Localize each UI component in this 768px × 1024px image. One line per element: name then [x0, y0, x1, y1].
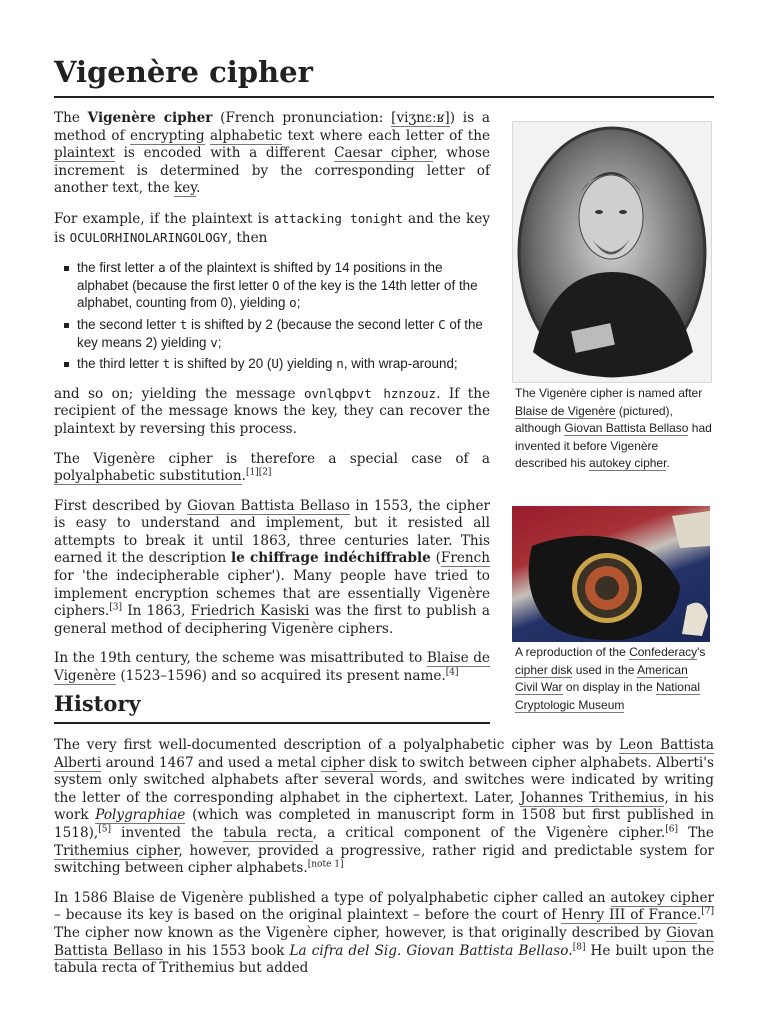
- portrait-image[interactable]: [512, 121, 712, 383]
- caption-link-confederacy[interactable]: Confederacy: [629, 645, 698, 659]
- list-item: the third letter t is shifted by 20 (U) yielding n, with wrap-around;: [77, 355, 490, 373]
- citation-6[interactable]: [6]: [665, 824, 678, 835]
- plaintext-example: attacking tonight: [274, 210, 403, 226]
- ciphertext-example: ovnlqbpvt hznzouz: [303, 385, 437, 401]
- citation-8[interactable]: [8]: [572, 942, 586, 952]
- citation-2[interactable]: [2]: [258, 467, 272, 478]
- citation-7[interactable]: [7]: [701, 906, 714, 917]
- link-trithemius-cipher[interactable]: Trithemius cipher: [54, 842, 179, 859]
- intro-paragraph-6: In the 19th century, the scheme was misattributed to Blaise de Vigenère (1523–1596) and so acquired its present name.[4]: [54, 650, 490, 685]
- citation-5[interactable]: [5]: [98, 824, 111, 835]
- page-title: Vigenère cipher: [54, 54, 714, 98]
- caption-link-bellaso[interactable]: Giovan Battista Bellaso: [564, 421, 689, 435]
- portrait-figure: [512, 121, 712, 473]
- example-list: [54, 259, 490, 373]
- intro-paragraph-3: and so on; yielding the message ovnlqbpvt hznzouz. If the recipient of the message knows the key, they can recover the plaintext by reversing this process.: [54, 385, 490, 437]
- cipher-disk-image[interactable]: [512, 506, 710, 642]
- intro-paragraph-1: The Vigenère cipher (French pronunciation: [viʒnɛːʁ]) is a method of encrypting alphabetic text where each letter of the plaintext is encoded with a different Caesar cipher, whose increment is determined by the corresponding letter of another text, the key.: [54, 110, 490, 197]
- link-caesar-cipher[interactable]: Caesar cipher: [334, 145, 434, 162]
- link-blaise-de-vigenere[interactable]: Blaise de Vigenère: [54, 650, 490, 685]
- key-example: OCULORHINOLARINGOLOGY: [69, 229, 228, 245]
- caption-link-museum[interactable]: National Cryptologic Museum: [515, 680, 700, 712]
- link-henry-iii[interactable]: Henry III of France: [561, 907, 697, 924]
- history-paragraph-1: The very first well-documented description of a polyalphabetic cipher was by Leon Battista Alberti around 1467 and used a metal cipher disk to switch between cipher alphabets. Alberti's system only switched alphabets after several words, and switches were indicated by writing the letter of the corresponding alphabet in the ciphertext. Later, Johannes Trithemius, in his work Polygraphiae (which was completed in manuscript form in 1508 but first published in 1518),[5] invented the tabula recta, a critical component of the Vigenère cipher.[6] The Trithemius cipher, however, provided a progressive, rather rigid and predictable system for switching between cipher alphabets.[note 1]: [54, 737, 714, 877]
- intro-paragraph-2: For example, if the plaintext is attacking tonight and the key is OCULORHINOLARINGOLOGY, then: [54, 210, 491, 246]
- link-alphabetic[interactable]: alphabetic: [210, 127, 283, 144]
- link-bellaso[interactable]: Giovan Battista Bellaso: [187, 497, 350, 514]
- link-polygraphiae[interactable]: Polygraphiae: [95, 807, 186, 824]
- link-tabula-recta[interactable]: tabula recta: [223, 824, 313, 841]
- citation-3[interactable]: [3]: [109, 602, 123, 613]
- link-bellaso-2[interactable]: Giovan Battista Bellaso: [54, 924, 714, 959]
- intro-section: [54, 110, 490, 698]
- list-item: the second letter t is shifted by 2 (because the second letter C of the key means 2) yielding v;: [77, 316, 490, 351]
- caption-link-vigenere[interactable]: Blaise de Vigenère: [515, 403, 616, 418]
- cipher-disk-caption: A reproduction of the Confederacy's cipher disk used in the American Civil War on display in the National Cryptologic Museum: [515, 645, 706, 712]
- citation-4[interactable]: [4]: [445, 667, 459, 678]
- intro-paragraph-4: The Vigenère cipher is therefore a special case of a polyalphabetic substitution.[1][2]: [54, 450, 490, 485]
- link-autokey-cipher[interactable]: autokey cipher: [610, 889, 714, 906]
- link-trithemius[interactable]: Johannes Trithemius: [520, 789, 665, 806]
- intro-paragraph-5: First described by Giovan Battista Bellaso in 1553, the cipher is easy to understand and implement, but it resisted all attempts to break it until 1863, three centuries later. This earned it the description le chiffrage indéchiffrable (French for 'the indecipherable cipher'). Many people have tried to implement encryption schemes that are essentially Vigenère ciphers.[3] In 1863, Friedrich Kasiski was the first to publish a general method of deciphering Vigenère ciphers.: [54, 497, 491, 637]
- ipa-link[interactable]: [viʒnɛːʁ]: [391, 110, 450, 126]
- caption-link-cipher-disk[interactable]: cipher disk: [515, 662, 573, 677]
- link-kasiski[interactable]: Friedrich Kasiski: [190, 603, 310, 620]
- link-polyalphabetic-substitution[interactable]: polyalphabetic substitution: [54, 468, 242, 485]
- link-alberti[interactable]: Leon Battista Alberti: [54, 737, 714, 771]
- link-cipher-disk[interactable]: cipher disk: [320, 754, 398, 771]
- link-french[interactable]: French: [440, 550, 491, 567]
- cipher-disk-figure: [512, 506, 712, 714]
- history-paragraph-2: In 1586 Blaise de Vigenère published a type of polyalphabetic cipher called an autokey cipher – because its key is based on the original plaintext – before the court of Henry III of France.[7] The cipher now known as the Vigenère cipher, however, is that originally described by Giovan Battista Bellaso in his 1553 book La cifra del Sig. Giovan Battista Bellaso.[8] He built upon the tabula recta of Trithemius but added: [54, 889, 714, 977]
- link-encrypting[interactable]: encrypting: [130, 127, 205, 144]
- list-item: the first letter a of the plaintext is shifted by 14 positions in the alphabet (because the first letter O of the key is the 14th letter of the alphabet, counting from 0), yielding o;: [77, 259, 490, 312]
- history-heading: History: [54, 690, 490, 724]
- citation-1[interactable]: [1]: [245, 467, 259, 478]
- link-key[interactable]: key: [174, 180, 197, 197]
- note-1[interactable]: [note 1]: [307, 859, 344, 870]
- portrait-caption: The Vigenère cipher is named after Blaise de Vigenère (pictured), although Giovan Battista Bellaso had invented it before Vigenère described his autokey cipher.: [515, 386, 712, 470]
- link-plaintext[interactable]: plaintext: [54, 145, 115, 162]
- history-section: [54, 737, 714, 990]
- caption-link-autokey[interactable]: autokey cipher: [589, 456, 667, 470]
- caption-link-civil-war[interactable]: American Civil War: [515, 662, 688, 694]
